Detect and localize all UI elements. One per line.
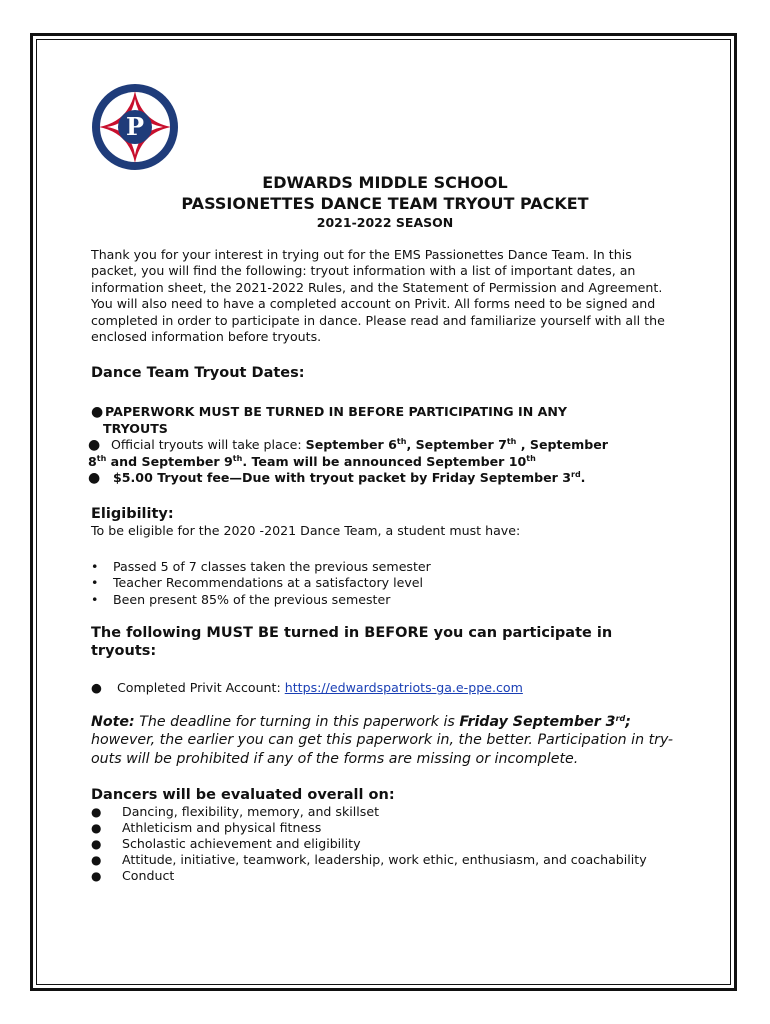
required-paperwork-section — [91, 624, 681, 697]
tryout-dates-list — [88, 404, 681, 487]
bullet-icon: ● — [91, 680, 102, 696]
packet-title: PASSIONETTES DANCE TEAM TRYOUT PACKET — [181, 194, 589, 213]
bullet-icon: ● — [91, 837, 102, 852]
list-item: ● Athleticism and physical fitness — [91, 820, 322, 836]
list-item-continuation: TRYOUTS — [103, 420, 168, 436]
eligibility-intro: To be eligible for the 2020 -2021 Dance Team, a student must have: — [91, 522, 521, 538]
list-item: ● Conduct — [91, 868, 175, 884]
intro-paragraph: Thank you for your interest in trying out for the EMS Passionettes Dance Team. In this packet, you will find the following: tryout information with a list of important dates, an information sheet, the 2021-2022 Rules, and the Statement of Permission and Agreement. You will also need to have a completed account on Privit. All forms need to be signed and completed in order to participate in dance. Please read and familiarize yourself with all the enclosed information before tryouts. — [91, 247, 665, 345]
bullet-icon: ● — [88, 437, 101, 454]
eligibility-heading: Eligibility: — [91, 505, 174, 522]
list-item: • Been present 85% of the previous semester — [91, 591, 391, 607]
list-item: ● Completed Privit Account: https://edwardspatriots-ga.e-ppe.com — [91, 680, 523, 696]
bullet-icon: ● — [91, 869, 102, 884]
list-item: • Teacher Recommendations at a satisfactory level — [91, 575, 424, 591]
tryout-dates-heading: Dance Team Tryout Dates: — [91, 365, 305, 382]
deadline-note: Note: The deadline for turning in this paperwork is Friday September 3rd; however, the earlier you can get this paperwork in, the better. Participation in try-outs will be prohibited if any of the forms are missing or incomplete. — [91, 713, 674, 767]
season-label: 2021-2022 SEASON — [316, 215, 454, 230]
evaluation-heading: Dancers will be evaluated overall on: — [91, 787, 395, 804]
bullet-icon: ● — [91, 853, 102, 868]
school-name: EDWARDS MIDDLE SCHOOL — [262, 173, 508, 192]
logo-letter: P — [125, 112, 145, 141]
required-paperwork-heading: The following MUST BE turned in BEFORE you can participate in tryouts: — [91, 625, 613, 660]
list-item: ● PAPERWORK MUST BE TURNED IN BEFORE PARTICIPATING IN ANY — [91, 404, 568, 421]
list-item-continuation: 8th and September 9th. Team will be announced September 10th — [88, 453, 536, 469]
list-item: ● Attitude, initiative, teamwork, leadership, work ethic, enthusiasm, and coachability — [91, 852, 647, 868]
eligibility-list — [91, 559, 681, 609]
list-item: ● Dancing, flexibility, memory, and skillset — [91, 804, 380, 820]
list-item: • Passed 5 of 7 classes taken the previous semester — [91, 558, 431, 574]
bullet-icon: • — [91, 575, 99, 591]
school-logo — [91, 83, 179, 171]
bullet-icon: ● — [91, 404, 104, 421]
bullet-icon: • — [91, 591, 99, 607]
bullet-icon: ● — [91, 821, 102, 836]
bullet-icon: ● — [88, 470, 101, 487]
evaluation-list — [91, 804, 681, 884]
document-body — [88, 247, 681, 884]
title-block — [0, 172, 770, 232]
privit-link[interactable]: https://edwardspatriots-ga.e-ppe.com — [284, 680, 523, 696]
evaluation-section — [91, 786, 681, 884]
tryout-dates-section — [88, 364, 681, 487]
bullet-icon: • — [91, 558, 99, 574]
list-item: ● $5.00 Tryout fee—Due with tryout packet by Friday September 3rd. — [88, 470, 586, 487]
list-item: ● Scholastic achievement and eligibility — [91, 836, 361, 852]
bullet-icon: ● — [91, 805, 102, 820]
eligibility-section — [91, 505, 681, 609]
list-item: ● Official tryouts will take place: September 6th, September 7th , September — [88, 437, 609, 454]
